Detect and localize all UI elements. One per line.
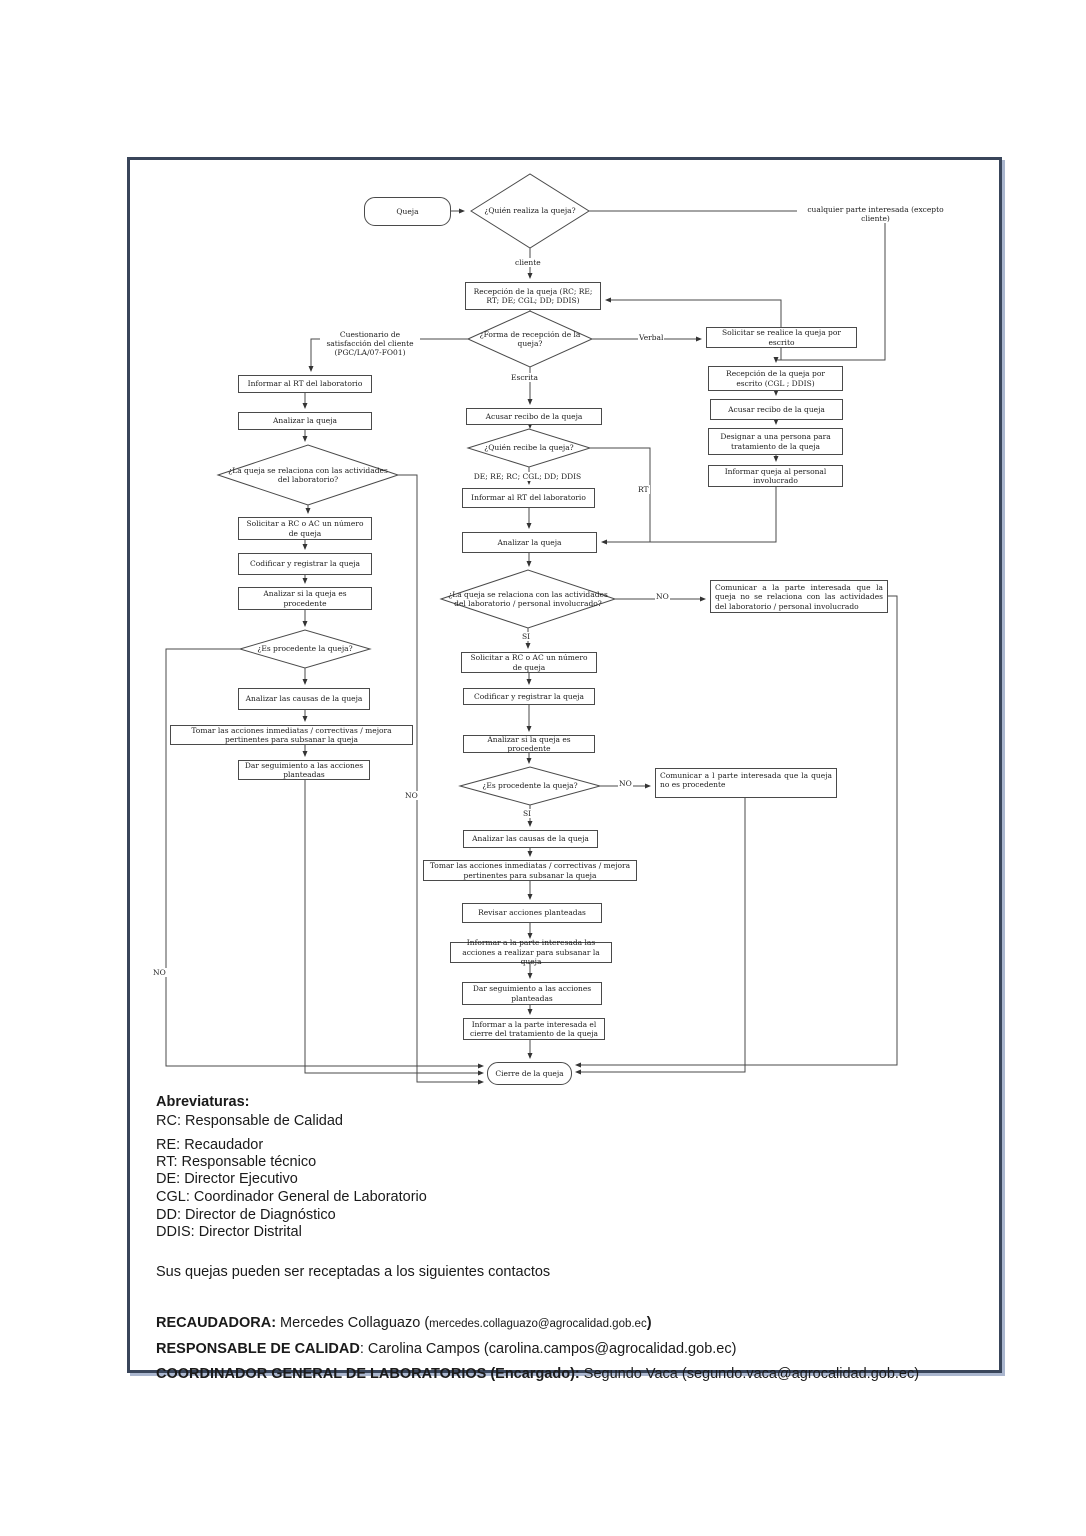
contact-responsable-label: RESPONSABLE DE CALIDAD [156,1341,360,1357]
abbreviation-rc: RC: Responsable de Calidad [156,1113,343,1129]
label-receptores: DE; RE; RC; CGL; DD; DDIS [465,472,590,481]
process-acusar-recibo-derecha: Acusar recibo de la queja [710,399,843,420]
process-analizar-queja-izquierda: Analizar la queja [238,412,372,430]
abbreviation-de: DE: Director Ejecutivo [156,1171,298,1187]
abbreviation-ddis: DDIS: Director Distrital [156,1224,302,1240]
contacts-intro: Sus quejas pueden ser receptadas a los siguientes contactos [156,1264,551,1280]
decision-procedente-izq: ¿Es procedente la queja? [257,644,353,654]
process-informar-rt-izquierda: Informar al RT del laboratorio [238,375,372,393]
abbreviations-title: Abreviaturas: [156,1094,250,1110]
process-designar-persona: Designar a una persona para tratamiento de la queja [708,428,843,455]
process-causas-centro: Analizar las causas de la queja [463,830,598,848]
label-si-relaciona: SI [522,632,531,641]
process-informar-cierre: Informar a la parte interesada el cierre del tratamiento de la queja [463,1018,605,1040]
contact-coordinador-rest: Segundo Vaca (segundo.vaca@agrocalidad.gob.ec) [579,1366,920,1382]
label-no-relaciona-izquierda: NO [405,791,418,800]
process-causas-izquierda: Analizar las causas de la queja [238,688,370,710]
label-rt: RT [638,485,649,494]
label-cliente: cliente [515,258,541,267]
process-seguimiento-centro: Dar seguimiento a las acciones planteadas [462,982,602,1005]
decision-forma-recepcion: ¿Forma de recepción de la queja? [479,329,581,348]
contact-recaudadora [156,1315,652,1331]
decision-procedente-centro: ¿Es procedente la queja? [482,781,578,791]
contact-recaudadora-label: RECAUDADORA: [156,1315,277,1331]
process-comunicar-no-procedente: Comunicar a l parte interesada que la queja no es procedente [655,768,837,798]
terminator-queja: Queja [364,197,451,226]
process-informar-personal: Informar queja al personal involucrado [708,465,843,487]
contact-responsable [156,1341,736,1357]
abbreviation-dd: DD: Director de Diagnóstico [156,1207,336,1223]
process-analizar-queja-centro: Analizar la queja [462,532,597,553]
process-codificar-izquierda: Codificar y registrar la queja [238,553,372,575]
decision-relaciona-lab: ¿La queja se relaciona con las actividades del laboratorio? [228,465,388,484]
process-analizar-procedente-izquierda: Analizar si la queja es procedente [238,587,372,610]
edge-solicitar-escrito-feedback [606,300,781,327]
abbreviation-cgl: CGL: Coordinador General de Laboratorio [156,1189,427,1205]
process-revisar-acciones: Revisar acciones planteadas [462,903,602,923]
contact-recaudadora-email: mercedes.collaguazo@agrocalidad.gob.ec [429,1318,647,1330]
edge-seguimiento-izq-to-cierre [305,780,483,1073]
contact-coordinador [156,1366,919,1382]
label-no-procedente: NO [619,779,632,788]
process-recepcion-queja: Recepción de la queja (RC; RE; RT; DE; CGL; DD; DDIS) [465,282,601,310]
abbreviation-rt: RT: Responsable técnico [156,1154,317,1170]
contact-recaudadora-close: ) [646,1315,652,1331]
label-cuestionario: Cuestionario de satisfacción del cliente (PGC/LA/07-FO01) [320,330,420,357]
process-solicitar-numero-centro: Solicitar a RC o AC un número de queja [461,652,597,673]
terminator-cierre: Cierre de la queja [487,1062,572,1085]
edge-procedente-izq-no-to-cierre [166,649,483,1066]
process-solicitar-numero-izquierda: Solicitar a RC o AC un número de queja [238,517,372,540]
decision-quien-realiza: ¿Quién realiza la queja? [484,206,576,216]
process-tomar-acciones-izquierda: Tomar las acciones inmediatas / correctivas / mejora pertinentes para subsanar la queja [170,725,413,745]
edge-rt-branch [590,448,650,542]
label-escrita: Escrita [511,373,538,382]
label-cualquier-parte: cualquier parte interesada (excepto cliente) [797,205,954,223]
label-si-procedente: SI [523,809,532,818]
edge-personal-to-analizar [602,487,776,542]
process-informar-acciones: Informar a la parte interesada las acciones a realizar para subsanar la queja [450,942,612,963]
edge-comunicar-relaciona-to-cierre [576,596,897,1065]
process-codificar-centro: Codificar y registrar la queja [463,688,595,705]
process-analizar-procedente-centro: Analizar si la queja es procedente [463,735,595,753]
process-comunicar-no-relaciona: Comunicar a la parte interesada que la queja no se relaciona con las actividades del laboratorio / personal involucrado [710,580,888,613]
process-recepcion-escrito: Recepción de la queja por escrito (CGL ; DDIS) [708,366,843,391]
label-no-procedente-izquierda: NO [153,968,166,977]
process-seguimiento-izquierda: Dar seguimiento a las acciones planteadas [238,760,370,780]
process-informar-rt-centro: Informar al RT del laboratorio [462,488,595,508]
process-tomar-acciones-centro: Tomar las acciones inmediatas / correctivas / mejora pertinentes para subsanar la queja [423,860,637,881]
decision-quien-recibe: ¿Quién recibe la queja? [484,443,574,453]
decision-relaciona-lab-personal: ¿La queja se relaciona con las actividades del laboratorio / personal involucrado? [448,589,608,608]
process-solicitar-escrito: Solicitar se realice la queja por escrito [706,327,857,348]
process-acusar-recibo-centro: Acusar recibo de la queja [466,408,602,425]
contact-recaudadora-name: Mercedes Collaguazo ( [276,1315,430,1331]
contact-responsable-rest: : Carolina Campos (carolina.campos@agrocalidad.gob.ec) [359,1341,737,1357]
label-verbal: Verbal [639,333,664,342]
abbreviation-re: RE: Recaudador [156,1137,264,1153]
label-no-relaciona: NO [656,592,669,601]
contact-coordinador-label: COORDINADOR GENERAL DE LABORATORIOS (Encargado): [156,1366,580,1382]
